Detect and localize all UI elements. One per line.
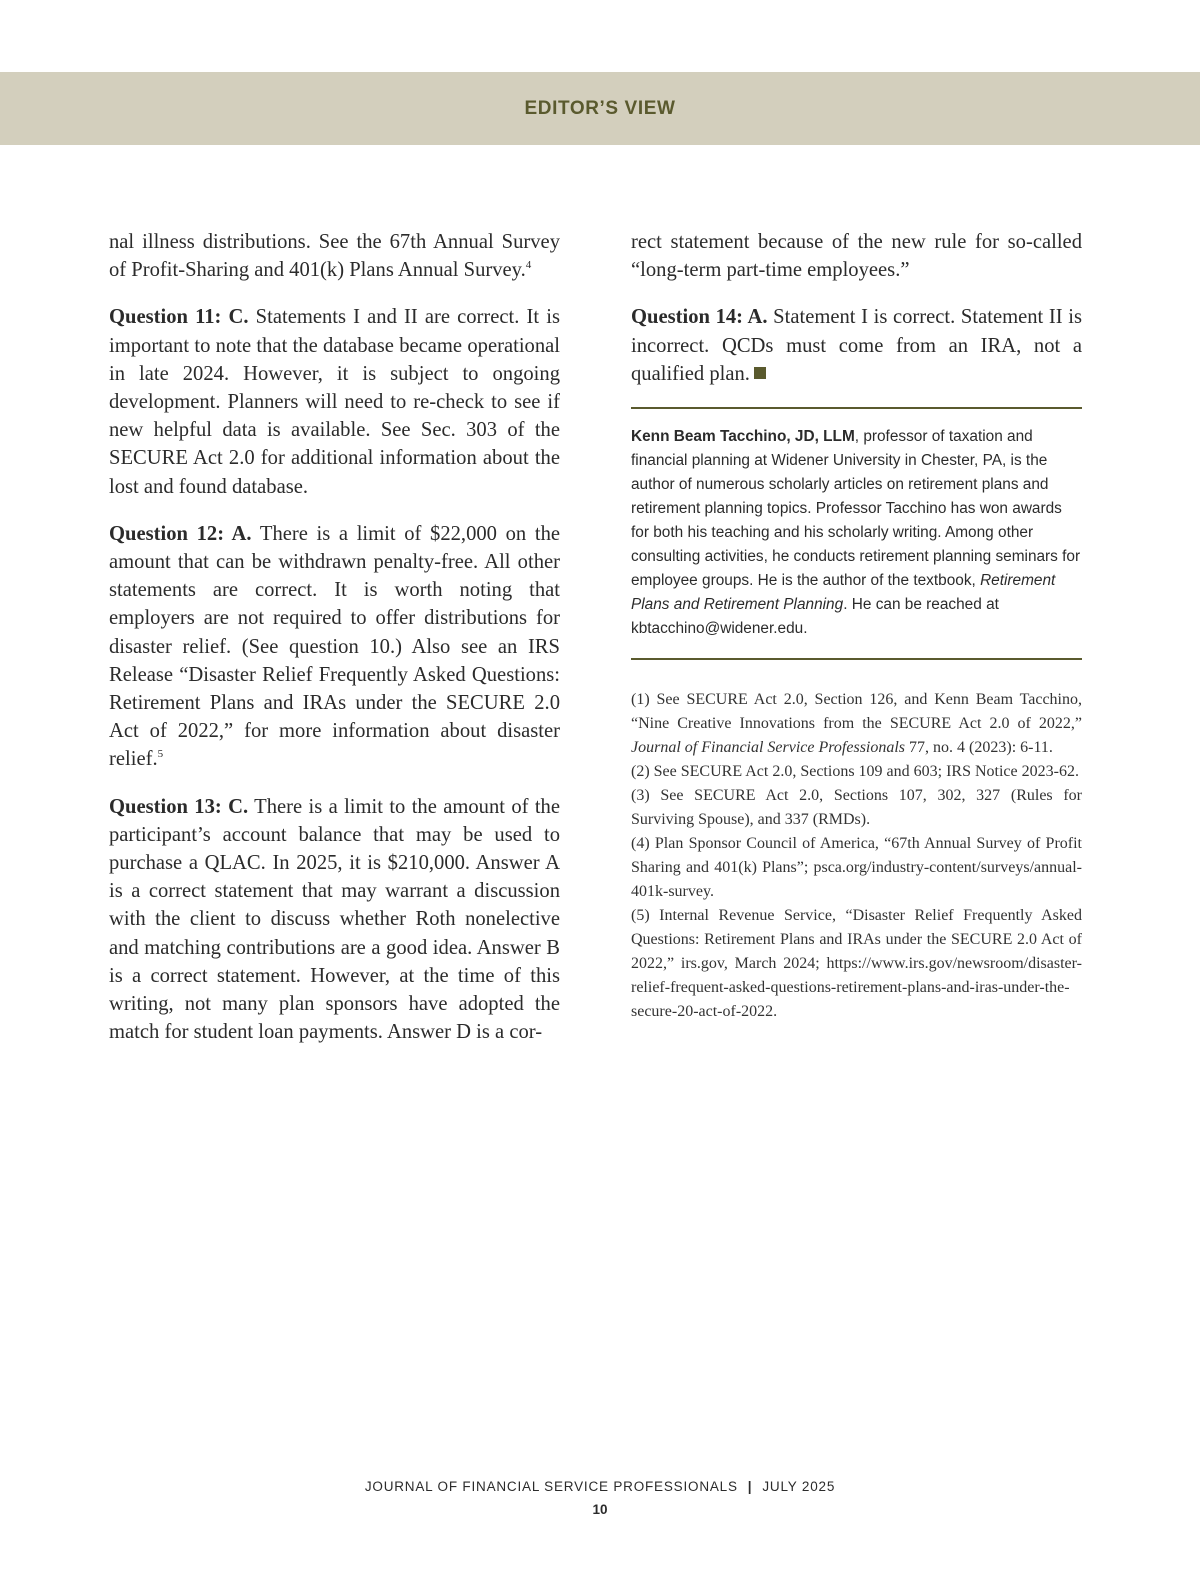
section-title: EDITOR’S VIEW [524,97,676,119]
answer-question-13 [109,793,560,1047]
endnote-text: (1) See SECURE Act 2.0, Section 126, and Kenn Beam Tacchino, “Nine Creative Innovations from the SECURE Act 2.0 of 2022,” [631,691,1082,733]
left-column [109,228,560,1065]
divider [631,407,1082,409]
end-of-article-mark [754,367,766,379]
issue-date: JULY 2025 [762,1479,836,1494]
page-number: 10 [592,1502,608,1517]
author-name: Kenn Beam Tacchino, JD, LLM [631,428,855,446]
paragraph-continuation: rect statement because of the new rule for so-called “long-term part-time employees.” [631,231,1082,282]
question-label: Question 12: A. [109,522,252,545]
bio-text: , professor of taxation and financial planning at Widener University in Chester, PA, is the author of numerous scholarly articles on retirement plans and retirement planning topics. Professor Tacchino has won awards for both his teaching and his scholarly writing. Among other consulting activities, he conducts retirement planning seminars for employee groups. He is the author of the textbook, [631,428,1081,590]
divider [631,658,1082,660]
answer-question-12 [109,520,560,774]
page-footer [0,1479,1200,1517]
answer-text: Statement I is correct. Statement II is incorrect. QCDs must come from an IRA, not a qualified plan. [631,306,1082,385]
question-label: Question 14: A. [631,306,768,329]
journal-title: Journal of Financial Service Professionals [631,739,906,757]
endnote-2: (2) See SECURE Act 2.0, Sections 109 and 603; IRS Notice 2023-62. [631,763,1079,781]
endnote-4: (4) Plan Sponsor Council of America, “67th Annual Survey of Profit Sharing and 401(k) Plans”; psca.org/industry-content/surveys/annual-401k-survey. [631,835,1082,901]
footnote-ref: 4 [525,259,532,272]
bio-text: . He can be reached at kbtacchino@widener.edu. [631,596,999,638]
answer-text: There is a limit to the amount of the participant’s account balance that may be used to purchase a QLAC. In 2025, it is $210,000. Answer A is a correct statement that may warrant a discussion with the client to discuss whether Roth nonelective and matching contributions are a good idea. Answer B is a correct statement. However, at the time of this writing, not many plan sponsors have adopted the match for student loan payments. Answer D is a cor- [109,795,560,1044]
paragraph-text: nal illness distributions. See the 67th Annual Survey of Profit-Sharing and 401(k) Plans Annual Survey. [109,231,560,282]
footer-line [0,1479,1200,1494]
author-bio [631,425,1082,641]
footnote-ref: 5 [157,748,164,761]
endnote-1 [631,688,1082,760]
answer-text: Statements I and II are correct. It is important to note that the database became operational in late 2024. However, it is subject to ongoing development. Planners will need to re-check to see if new helpful data is available. See Sec. 303 of the SECURE Act 2.0 for additional information about the lost and found database. [109,306,560,498]
endnote-5: (5) Internal Revenue Service, “Disaster Relief Frequently Asked Questions: Retirement Plans and IRAs under the SECURE 2.0 Act of 2022,” irs.gov, March 2024; https://www.irs.gov/newsroom/disaster-relief-frequent-asked-questions-retirement-plans-and-iras-under-the-secure-20-act-of-2022. [631,907,1082,1021]
answer-question-11 [109,303,560,500]
right-column [631,228,1082,1024]
endnotes [631,688,1082,1024]
answer-question-14 [631,303,1082,388]
section-header [0,72,1200,145]
book-title: Retirement Plans and Retirement Planning [631,572,1056,614]
answer-text: There is a limit of $22,000 on the amount that can be withdrawn penalty-free. All other statements are correct. It is worth noting that employers are not required to offer distributions for disaster relief. (See question 10.) Also see an IRS Release “Disaster Relief Frequently Asked Questions: Retirement Plans and IRAs under the SECURE 2.0 Act of 2022,” for more information about disaster relief. [109,522,561,771]
endnote-3: (3) See SECURE Act 2.0, Sections 107, 302, 327 (Rules for Surviving Spouse), and 337 (RMDs). [631,787,1082,829]
footer-separator: | [747,1479,753,1494]
question-label: Question 13: C. [109,795,249,818]
question-label: Question 11: C. [109,306,249,329]
journal-name: JOURNAL OF FINANCIAL SERVICE PROFESSIONALS [364,1479,738,1494]
endnote-text: 77, no. 4 (2023): 6-11. [905,739,1053,757]
paragraph-continuation [109,228,560,284]
